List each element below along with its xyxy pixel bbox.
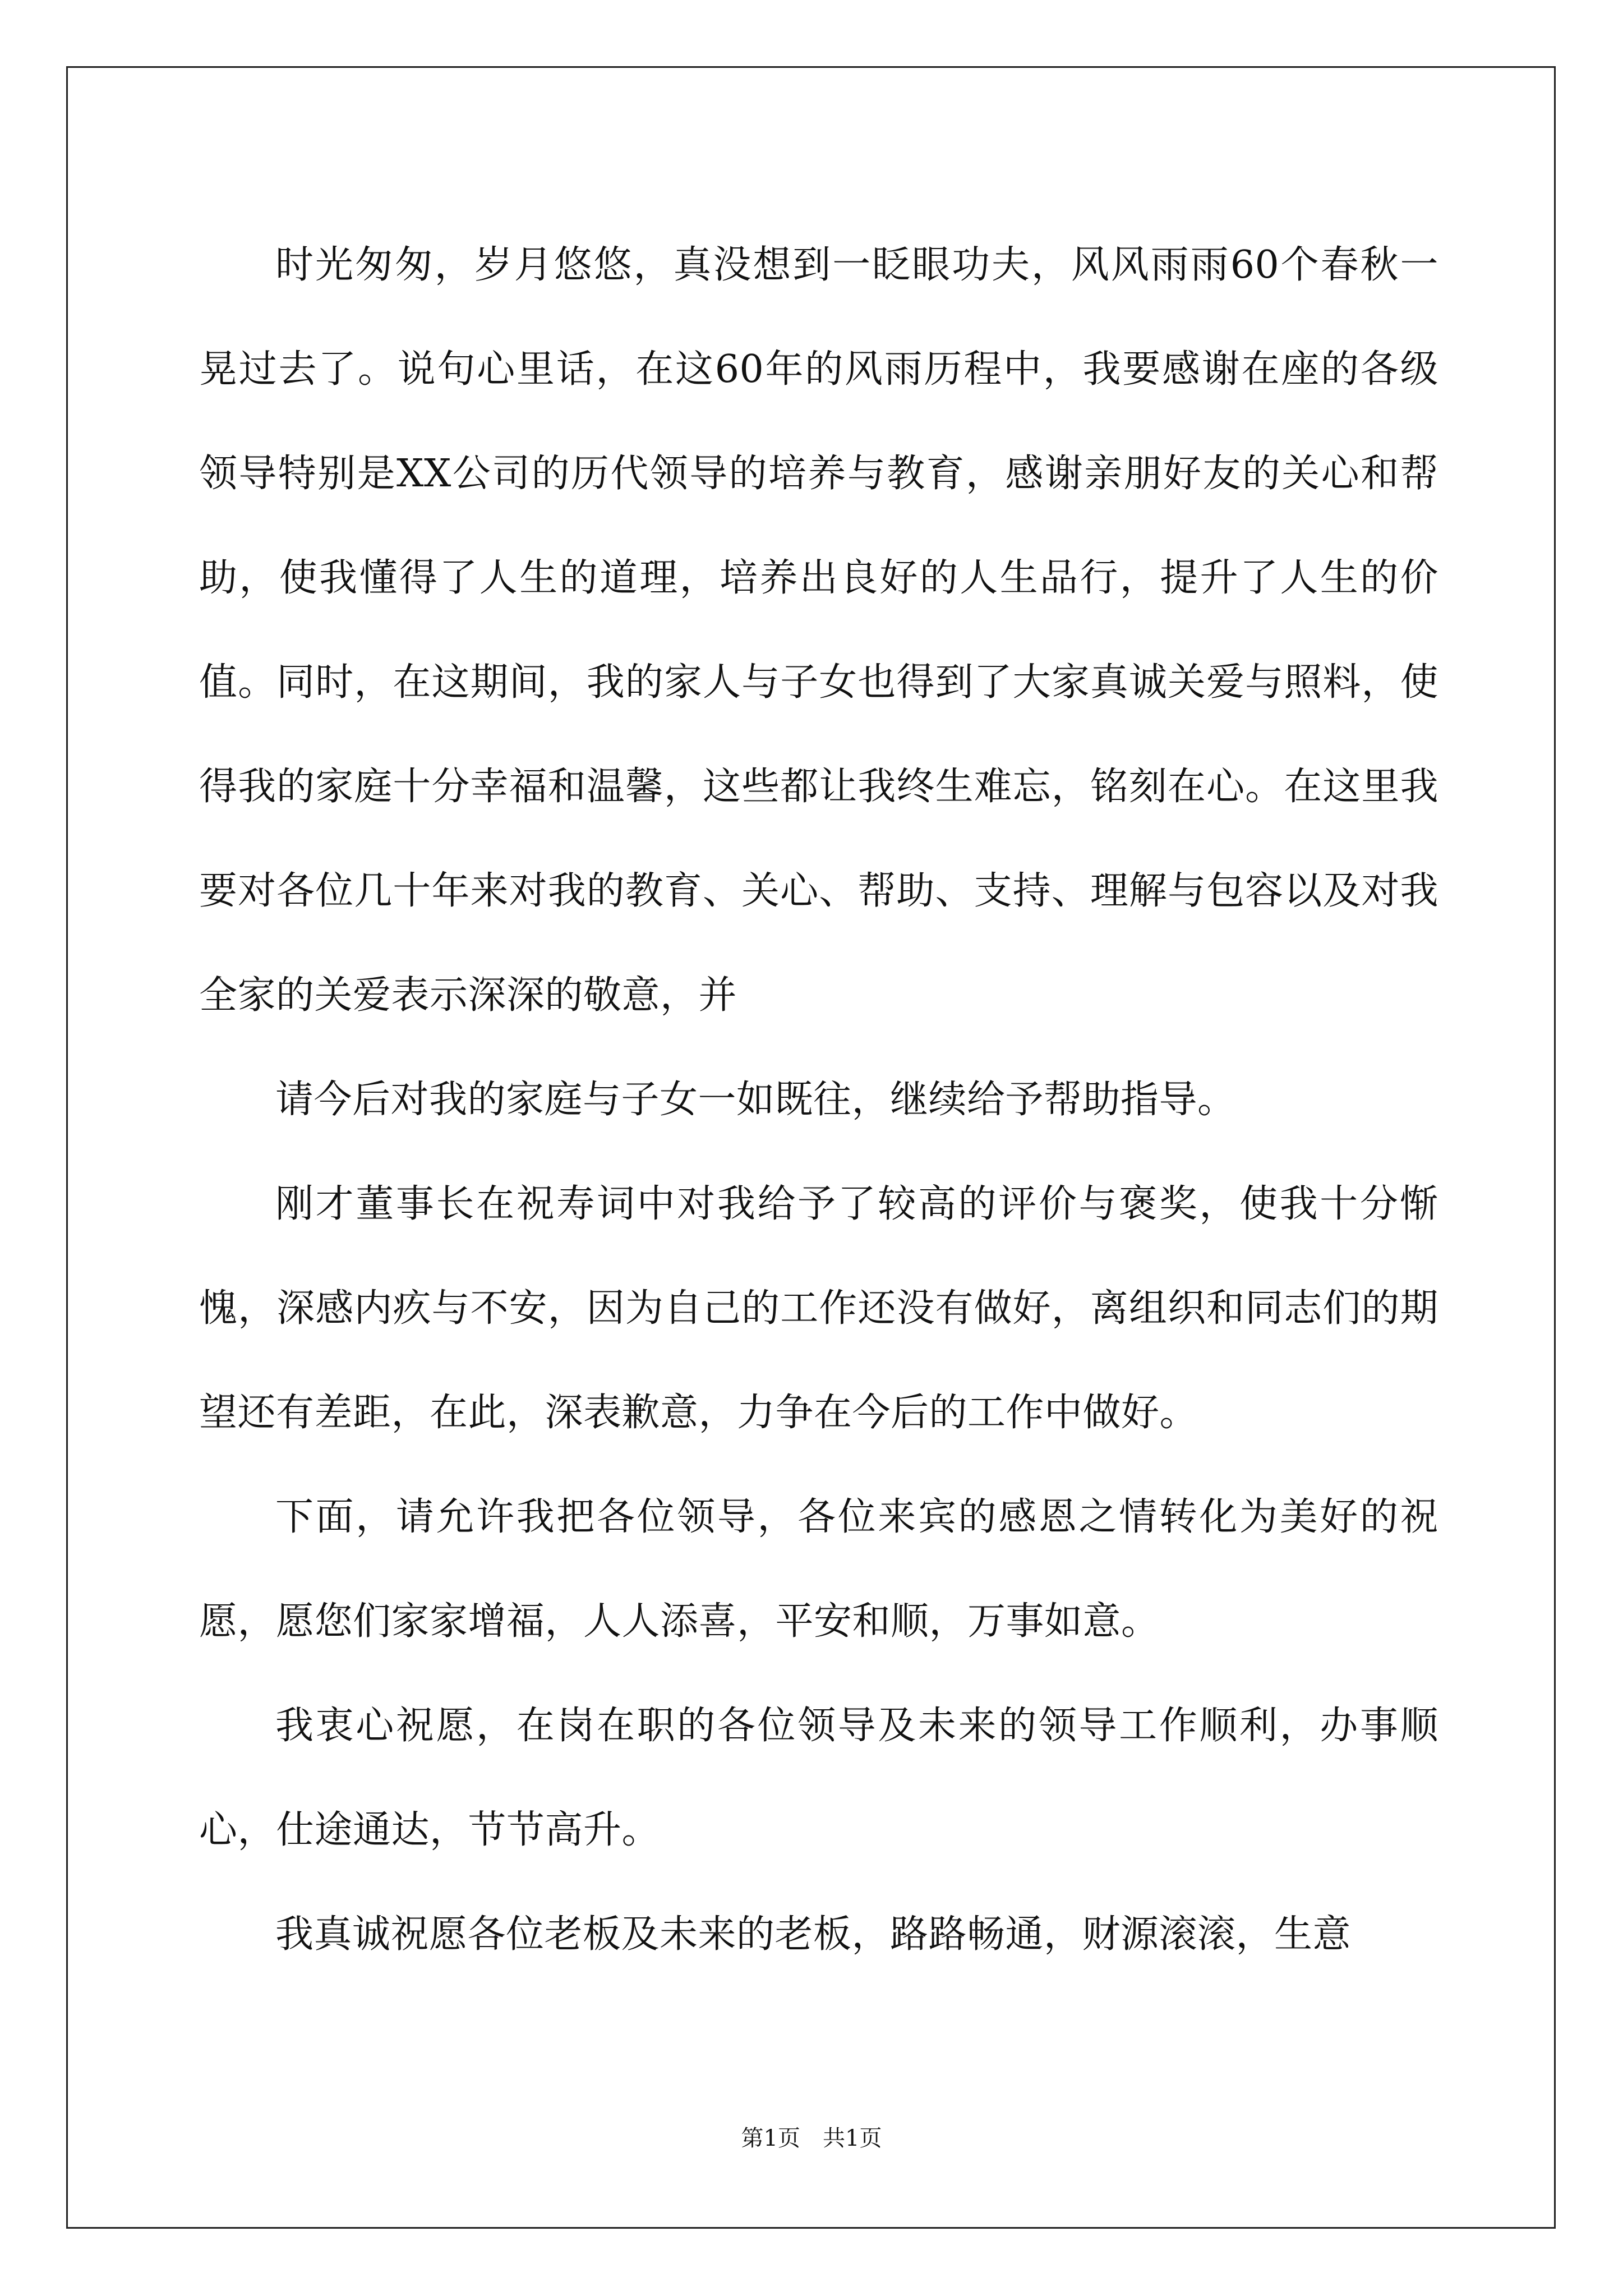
page-total: 共1页 — [823, 2125, 882, 2151]
paragraph-6: 我真诚祝愿各位老板及未来的老板，路路畅通，财源滚滚，生意 — [275, 1912, 1352, 1957]
page-footer — [0, 2120, 1623, 2152]
paragraph-4: 下面，请允许我把各位领导，各位来宾的感恩之情转化为美好的祝愿，愿您们家家增福，人人添喜，平安和顺，万事如意。 — [199, 1495, 1438, 1644]
paragraph-5: 我衷心祝愿，在岗在职的各位领导及未来的领导工作顺利，办事顺心，仕途通达，节节高升。 — [199, 1704, 1438, 1852]
paragraph-3: 刚才董事长在祝寿词中对我给予了较高的评价与褒奖，使我十分惭愧，深感内疚与不安，因为自己的工作还没有做好，离组织和同志们的期望还有差距，在此，深表歉意，力争在今后的工作中做好。 — [199, 1182, 1438, 1435]
document-body — [199, 213, 1438, 1987]
paragraph-2: 请今后对我的家庭与子女一如既往，继续给予帮助指导。 — [275, 1078, 1236, 1122]
paragraph-1: 时光匆匆，岁月悠悠，真没想到一眨眼功夫，风风雨雨60个春秋一晃过去了。说句心里话，在这60年的风雨历程中，我要感谢在座的各级领导特别是XX公司的历代领导的培养与教育，感谢亲朋好友的关心和帮助，使我懂得了人生的道理，培养出良好的人生品行，提升了人生的价值。同时，在这期间，我的家人与子女也得到了大家真诚关爱与照料，使得我的家庭十分幸福和温馨，这些都让我终生难忘，铭刻在心。在这里我要对各位几十年来对我的教育、关心、帮助、支持、理解与包容以及对我全家的关爱表示深深的敬意，并 — [199, 243, 1438, 1018]
page-number: 第1页 — [741, 2125, 800, 2151]
